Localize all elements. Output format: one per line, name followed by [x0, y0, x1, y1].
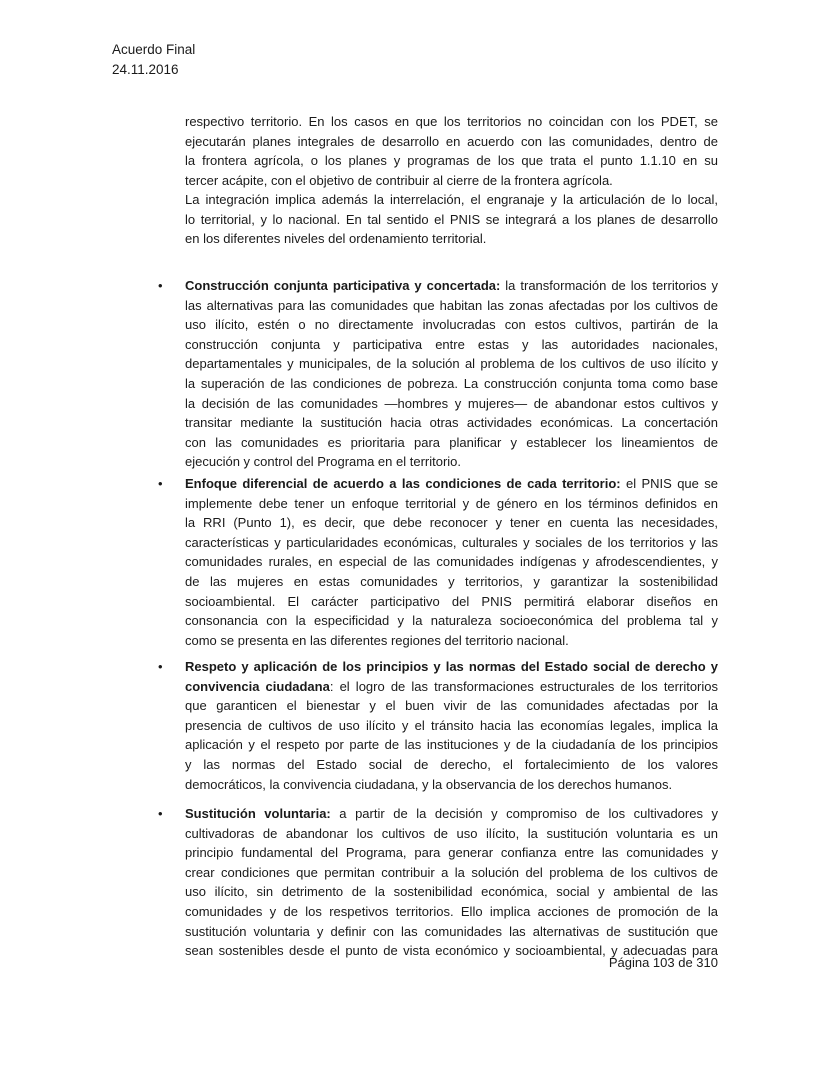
text-line: aplicación y el respeto por parte de las instituciones y de la ciudadanía de los principios: [185, 737, 718, 753]
bullet-icon: •: [158, 659, 163, 674]
text-line: principio fundamental del Programa, para generar confianza entre las comunidades y: [185, 845, 718, 861]
bullet-item: [158, 804, 718, 961]
text-line: sustitución voluntaria y definir con las comunidades las alternativas de sustitución que: [185, 923, 718, 939]
text-line: comunidades y de los respetivos territorios. Ello implica acciones de promoción de la: [185, 903, 718, 919]
text-line: implemente debe tener un enfoque territorial y de género en los términos definidos en: [185, 495, 718, 511]
bullet-icon: •: [158, 476, 163, 491]
document-date: 24.11.2016: [112, 62, 179, 77]
text-line: las alternativas para las comunidades que habitan las zonas afectadas por los cultivos de: [185, 297, 718, 313]
text-line: características y particularidades económicas, culturales y sociales de los territorios y las: [185, 534, 718, 550]
text-line: la frontera agrícola, o los planes y programas de los que trata el punto 1.1.10 en su: [185, 153, 718, 169]
text-line: lo territorial, y lo nacional. En tal sentido el PNIS se integrará a los planes de desarrollo: [185, 211, 718, 227]
bullet-heading: convivencia ciudadana: [185, 678, 330, 694]
text-line: Sustitución voluntaria: a partir de la decisión y compromiso de los cultivadores y: [185, 806, 718, 821]
bullet-heading: Respeto y aplicación de los principios y las normas del Estado social de derecho y: [185, 659, 718, 674]
text-line: tercer acápite, con el objetivo de contribuir al cierre de la frontera agrícola.: [185, 172, 613, 188]
text-line: respectivo territorio. En los casos en que los territorios no coincidan con los PDET, se: [185, 114, 718, 129]
text-line: ejecución y control del Programa en el territorio.: [185, 454, 462, 470]
bullet-icon: •: [158, 806, 163, 821]
text-line: que garanticen el bienestar y el buen vivir de las comunidades afectadas por la: [185, 698, 718, 714]
text-line: consonancia con la especificidad y la naturaleza socioeconómica del problema tal y: [185, 613, 718, 629]
text-line: la RRI (Punto 1), es decir, que debe reconocer y tener en cuenta las necesidades,: [185, 515, 718, 531]
paragraph: [185, 112, 718, 190]
text-line: presencia de cultivos de uso ilícito y el tránsito hacia las economías legales, implica la: [185, 717, 718, 733]
bullet-heading: Enfoque diferencial de acuerdo a las condiciones de cada territorio:: [185, 476, 621, 491]
text-line: uso ilícito, sin detrimento de la sostenibilidad económica, social y ambiental de las: [185, 884, 718, 900]
text-line: La integración implica además la interrelación, el engranaje y la articulación de lo local,: [185, 192, 718, 207]
text-line: la superación de las condiciones de pobreza. La construcción conjunta toma como base: [185, 375, 718, 391]
bullet-heading: Sustitución voluntaria:: [185, 806, 331, 821]
text-line: Construcción conjunta participativa y concertada: la transformación de los territorios y: [185, 278, 718, 293]
text-line: construcción conjunta y participativa entre estas y las autoridades nacionales,: [185, 336, 718, 352]
text-line: democráticos, la convivencia ciudadana, y la observancia de los derechos humanos.: [185, 776, 673, 792]
text-line: cultivadoras de abandonar los cultivos de uso ilícito, la sustitución voluntaria es un: [185, 825, 718, 841]
text-line: [185, 657, 718, 677]
text-line: transitar mediante la sustitución hacia otras actividades económicas. La concertación: [185, 415, 718, 431]
text-line: Enfoque diferencial de acuerdo a las condiciones de cada territorio: el PNIS que se: [185, 476, 718, 491]
text-line: y las normas del Estado social de derecho, el fortalecimiento de los valores: [185, 756, 718, 772]
text-line: con las comunidades es prioritaria para planificar y establecer los lineamientos de: [185, 434, 718, 450]
bullet-icon: •: [158, 278, 163, 293]
bullet-item: [158, 474, 718, 650]
text-line: convivencia ciudadana: el logro de las transformaciones estructurales de los territorios: [185, 678, 718, 694]
text-line: la decisión de las comunidades —hombres y mujeres— de abandonar estos cultivos y: [185, 395, 718, 411]
text-line: como se presenta en las diferentes regiones del territorio nacional.: [185, 632, 569, 648]
page-number: Página 103 de 310: [608, 955, 718, 970]
text-line: sean sostenibles desde el punto de vista económico y socioambiental, y adecuadas para: [185, 943, 718, 959]
text-line: crear condiciones que permitan contribuir a la solución del problema de los cultivos de: [185, 864, 718, 880]
text-line: de las mujeres en estas comunidades y territorios, y garantizar la sostenibilidad: [185, 573, 718, 589]
paragraph: [185, 190, 718, 249]
text-line: ejecutarán planes integrales de desarrollo en acuerdo con las comunidades, dentro de: [185, 133, 718, 149]
bullet-item: [158, 276, 718, 472]
text-line: socioambiental. El carácter participativo del PNIS permitirá elaborar diseños en: [185, 593, 718, 609]
text-line: en los diferentes niveles del ordenamiento territorial.: [185, 231, 487, 247]
text-line: uso ilícito, estén o no directamente involucradas con estos cultivos, partirán de la: [185, 317, 718, 333]
text-line: departamentales y municipales, de la solución al problema de los cultivos de uso ilícito y: [185, 356, 718, 372]
document-title: Acuerdo Final: [112, 42, 196, 57]
text-line: comunidades rurales, en especial de las comunidades indígenas y afrodescendientes, y: [185, 554, 718, 570]
bullet-item: [158, 657, 718, 794]
bullet-heading: Construcción conjunta participativa y concertada:: [185, 278, 501, 293]
